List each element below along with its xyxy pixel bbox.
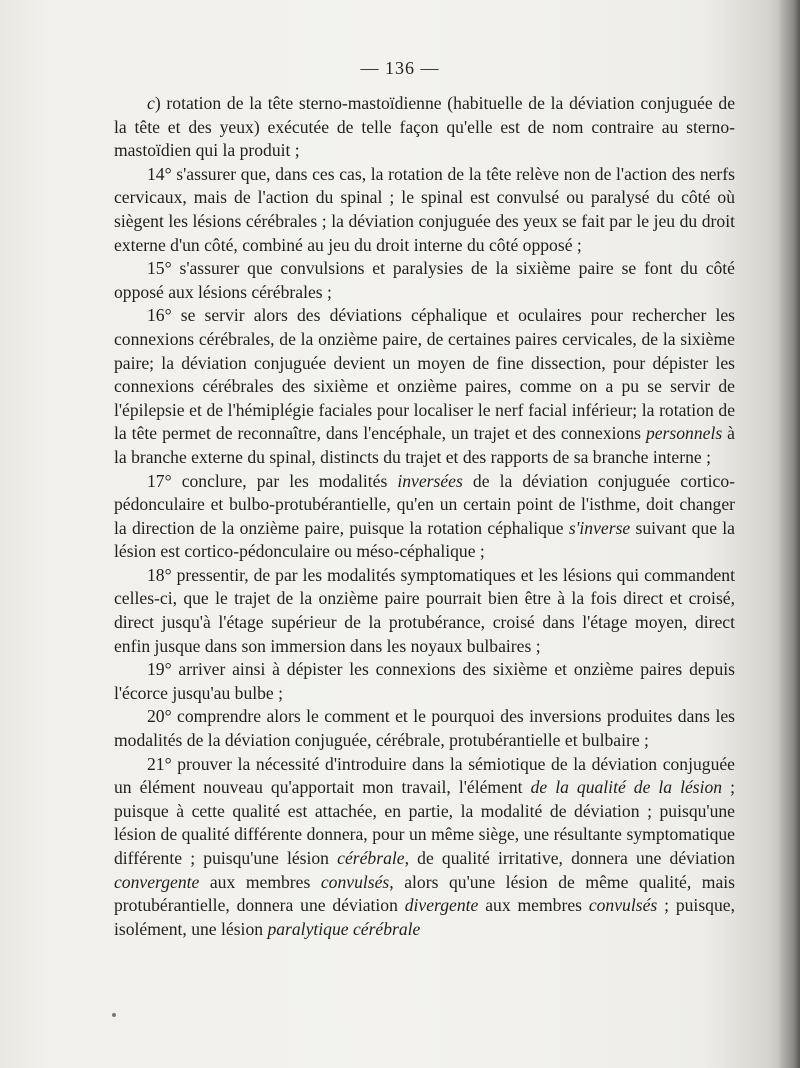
text-run: de la déviation conjuguée cortico-pédonculaire et bulbo-protubérantielle, qu'en un certain point de l'isthme, doit changer la direction de la onzième paire, puisque la rotation céphalique	[114, 470, 735, 538]
text-run: 16° se servir alors des déviations céphalique et oculaires pour rechercher les connexions cérébrales, de la onzième paire, de certaines paires cervicales, de la sixième paire; la déviation conjuguée devient un moyen de fine dissection, pour dépister les connexions cérébrales des sixième et onzième paires, comme on a pu se servir de l'épilepsie et de l'hémiplégie faciales pour localiser le nerf facial inférieur; la rotation de la tête permet de reconnaître, dans l'encéphale, un trajet et des connexions	[114, 305, 735, 444]
paragraph	[114, 564, 735, 658]
paragraph	[114, 470, 735, 564]
text-run: , de qualité irritative, donnera une déviation	[404, 848, 735, 868]
text-run: aux membres	[478, 895, 589, 916]
italic-text: convulsés	[588, 895, 658, 916]
italic-text: s'inverse	[568, 517, 631, 538]
paragraph	[114, 658, 735, 705]
paragraph	[114, 92, 735, 163]
text-run: aux membres	[199, 871, 321, 892]
italic-text: inversées	[397, 470, 463, 491]
page-edge-shadow	[778, 0, 800, 1068]
page-number: — 136 —	[360, 58, 440, 78]
italic-text: convergente	[114, 871, 200, 892]
italic-text: personnels	[645, 423, 723, 444]
italic-text: paralytique cérébrale	[267, 918, 421, 939]
italic-text: c	[147, 93, 155, 113]
text-run: 14° s'assurer que, dans ces cas, la rotation de la tête relève non de l'action des nerfs cervicaux, mais de l'action du spinal ; le spinal est convulsé ou paralysé du côté où siègent les lésions cérébrales ; la déviation conjuguée des yeux se fait par le jeu du droit externe d'un côté, combiné au jeu du droit interne du côté opposé ;	[114, 163, 735, 255]
italic-text: de la qualité de la lésion	[530, 777, 723, 798]
text-run: 18° pressentir, de par les modalités symptomatiques et les lésions qui commandent celles-ci, que le trajet de la onzième paire pourrait bien être à la fois direct et croisé, direct jusqu'à l'étage supérieur de la protubérance, croisé dans l'étage moyen, direct enfin jusque dans son immersion dans les noyaux bulbaires ;	[114, 564, 735, 656]
paragraph	[114, 753, 735, 942]
italic-text: cérébrale	[337, 848, 405, 868]
text-run: 21° prouver la nécessité d'introduire dans la sémiotique de la déviation conjuguée un élément nouveau qu'apportait mon travail, l'élément	[114, 753, 735, 798]
paragraph	[114, 257, 735, 304]
text-run: ; puisque à cette qualité est attachée, en partie, la modalité de déviation ; puisqu'une lésion de qualité différente donnera, pour un même siège, une résultante symptomatique différente ; puisqu'une lésion	[114, 777, 736, 868]
text-run: 15° s'assurer que convulsions et paralysies de la sixième paire se font du côté opposé aux lésions cérébrales ;	[114, 258, 735, 302]
text-run: 20° comprendre alors le comment et le pourquoi des inversions produites dans les modalités de la déviation conjuguée, cérébrale, protubérantielle et bulbaire ;	[114, 706, 735, 751]
paragraph	[114, 304, 735, 469]
ink-speck	[112, 1013, 116, 1017]
paragraph	[114, 163, 735, 257]
paragraph	[114, 705, 735, 752]
italic-text: divergente	[404, 895, 479, 916]
text-run: suivant que la lésion est cortico-pédonculaire ou méso-céphalique ;	[114, 517, 735, 562]
italic-text: convulsés	[320, 871, 390, 892]
text-run: ; puisque, isolément, une lésion	[114, 895, 735, 939]
text-run: 17° conclure, par les modalités	[147, 470, 398, 491]
page-body-text	[114, 92, 735, 941]
text-run: ) rotation de la tête sterno-mastoïdienne (habituelle de la déviation conjuguée de la tête et des yeux) exécutée de telle façon qu'elle est de nom contraire au sterno-mastoïdien qui la produit ;	[114, 93, 735, 161]
text-run: , alors qu'une lésion de même qualité, mais protubérantielle, donnera une déviation	[114, 871, 735, 916]
text-run: à la branche externe du spinal, distincts du trajet et des rapports de sa branche interne ;	[114, 423, 735, 467]
text-run: 19° arriver ainsi à dépister les connexions des sixième et onzième paires depuis l'écorce jusqu'au bulbe ;	[114, 659, 735, 703]
